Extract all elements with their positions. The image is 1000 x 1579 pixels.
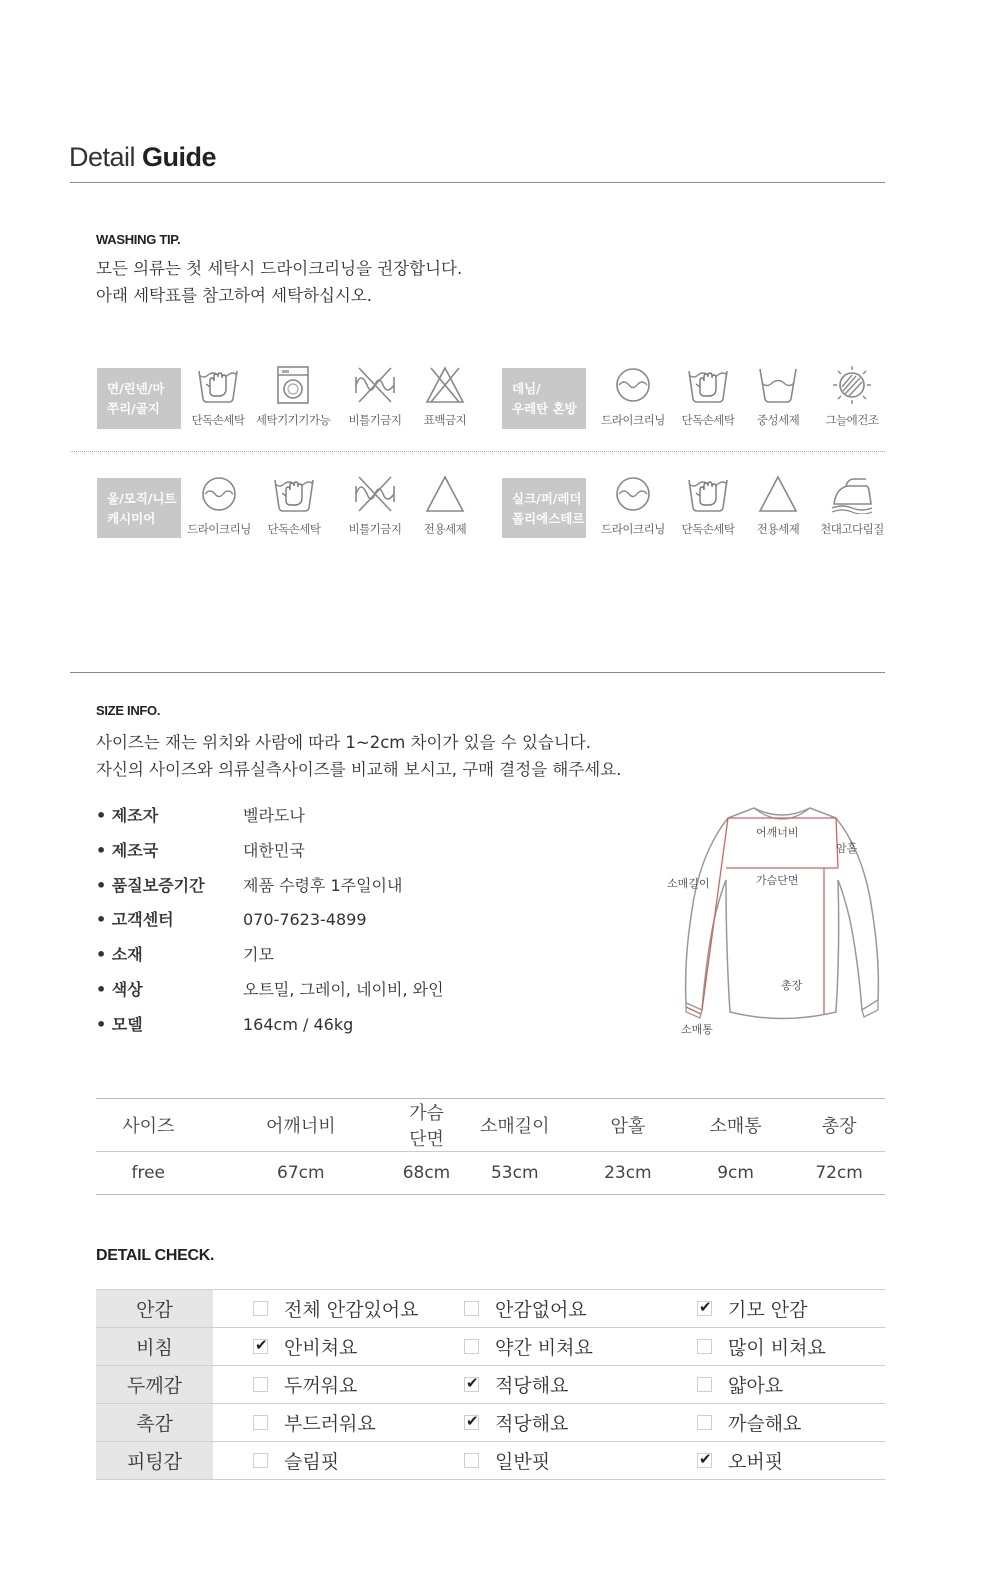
check-row — [96, 1442, 885, 1480]
garment-measurement-diagram — [660, 800, 890, 1045]
wash-category-label: 실크/퍼/레더 — [512, 491, 582, 506]
spec-row — [96, 977, 444, 1001]
spec-value: 기모 — [243, 945, 274, 964]
size-col-header: 사이즈 — [96, 1099, 201, 1152]
diagram-label: 소매통 — [681, 1023, 713, 1036]
size-table-row — [96, 1152, 885, 1195]
wash-item-label: 비틀기금지 — [348, 413, 402, 427]
hand-wash-icon — [686, 474, 730, 514]
hand-wash-icon — [686, 365, 730, 405]
check-row — [96, 1290, 885, 1328]
wash-item-label: 그늘에건조 — [825, 413, 879, 427]
wash-item — [738, 474, 818, 537]
checkbox[interactable] — [464, 1377, 479, 1392]
washing-tip-heading: WASHING TIP. — [96, 232, 181, 247]
check-option[interactable] — [464, 1295, 697, 1322]
wash-category-label: 면/린넨/마 — [107, 381, 165, 396]
spec-value: 070-7623-4899 — [243, 910, 367, 929]
size-info-text — [96, 729, 621, 783]
check-option[interactable] — [464, 1333, 697, 1360]
check-option[interactable] — [464, 1409, 697, 1436]
checkbox[interactable] — [697, 1415, 712, 1430]
diagram-label: 소매길이 — [667, 877, 710, 890]
check-option-label: 두꺼워요 — [284, 1375, 358, 1397]
diagram-label: 암홀 — [836, 842, 858, 855]
check-row-label: 촉감 — [96, 1404, 213, 1442]
wash-item — [335, 365, 415, 428]
wash-item-label: 단독손세탁 — [681, 413, 735, 427]
wash-item-label: 단독손세탁 — [267, 522, 321, 536]
check-option[interactable] — [253, 1447, 464, 1474]
no-bleach-icon — [423, 365, 467, 405]
spec-row — [96, 942, 274, 966]
spec-key: • 색상 — [96, 980, 143, 999]
size-col-header: 소매통 — [678, 1099, 793, 1152]
check-option-label: 적당해요 — [495, 1413, 569, 1435]
diagram-label: 총장 — [781, 979, 803, 992]
neutral-detergent-icon — [756, 365, 800, 405]
wash-item — [593, 365, 673, 428]
wash-item — [812, 365, 892, 428]
wash-item — [253, 365, 333, 428]
wash-item-label: 드라이크리닝 — [187, 522, 251, 536]
size-col-header: 가슴단면 — [401, 1099, 452, 1152]
wash-category-label: 우레탄 혼방 — [512, 401, 577, 416]
check-row-label: 피팅감 — [96, 1442, 213, 1480]
size-col-header: 소매길이 — [452, 1099, 578, 1152]
diagram-label: 가슴단면 — [756, 874, 799, 887]
size-col-header: 총장 — [793, 1099, 885, 1152]
wash-category-wool — [97, 478, 181, 538]
wash-row-divider — [70, 451, 885, 452]
wash-item-label: 세탁기기기가능 — [255, 413, 331, 427]
checkbox[interactable] — [697, 1301, 712, 1316]
size-cell: 67cm — [201, 1152, 402, 1195]
hand-wash-icon — [196, 365, 240, 405]
special-detergent-icon — [423, 474, 467, 514]
check-row — [96, 1328, 885, 1366]
check-option-label: 안비쳐요 — [284, 1337, 358, 1359]
check-option[interactable] — [697, 1295, 885, 1322]
check-option[interactable] — [697, 1333, 885, 1360]
wash-item-label: 비틀기금지 — [348, 522, 402, 536]
size-cell: 53cm — [452, 1152, 578, 1195]
wash-category-label: 쭈리/골지 — [107, 401, 160, 416]
checkbox[interactable] — [464, 1415, 479, 1430]
dry-clean-icon — [611, 474, 655, 514]
title-divider — [70, 182, 885, 183]
check-option-label: 일반핏 — [495, 1451, 551, 1473]
checkbox[interactable] — [464, 1453, 479, 1468]
dry-clean-icon — [197, 474, 241, 514]
check-option-label: 약간 비쳐요 — [495, 1337, 593, 1359]
check-option[interactable] — [464, 1447, 697, 1474]
checkbox[interactable] — [253, 1453, 268, 1468]
detail-check-table — [96, 1289, 885, 1480]
wash-category-label: 데님/ — [512, 381, 541, 396]
wash-category-cotton — [97, 368, 181, 429]
size-cell: 68cm — [401, 1152, 452, 1195]
check-option-label: 기모 안감 — [728, 1299, 808, 1321]
spec-key: • 고객센터 — [96, 910, 174, 929]
dry-clean-icon — [611, 365, 655, 405]
check-option-label: 적당해요 — [495, 1375, 569, 1397]
wash-item — [738, 365, 818, 428]
check-option[interactable] — [253, 1409, 464, 1436]
spec-key: • 제조자 — [96, 806, 159, 825]
spec-value: 164cm / 46kg — [243, 1015, 354, 1034]
washing-tip-line: 아래 세탁표를 참고하여 세탁하십시오. — [96, 286, 373, 305]
check-option[interactable] — [253, 1371, 464, 1398]
spec-row — [96, 838, 305, 862]
wash-item-label: 드라이크리닝 — [601, 522, 665, 536]
check-option-label: 오버핏 — [728, 1451, 784, 1473]
check-row-label: 안감 — [96, 1290, 213, 1328]
wash-category-label: 폴리에스테르 — [512, 511, 585, 526]
wash-item — [812, 474, 892, 537]
checkbox[interactable] — [697, 1339, 712, 1354]
spec-key: • 제조국 — [96, 841, 159, 860]
check-option-label: 슬림핏 — [284, 1451, 340, 1473]
check-option-label: 까슬해요 — [728, 1413, 802, 1435]
check-option-label: 얇아요 — [728, 1375, 784, 1397]
section-divider — [70, 672, 885, 673]
spec-value: 제품 수령후 1주일이내 — [243, 876, 403, 895]
check-option[interactable] — [253, 1333, 464, 1360]
wash-item — [405, 474, 485, 537]
washing-tip-text — [96, 255, 462, 309]
wash-item-label: 중성세제 — [756, 413, 800, 427]
wash-item — [405, 365, 485, 428]
size-table-header — [96, 1099, 885, 1152]
checkbox[interactable] — [697, 1377, 712, 1392]
check-option[interactable] — [253, 1295, 464, 1322]
wash-category-label: 캐시미어 — [107, 511, 156, 526]
check-row-label: 두께감 — [96, 1366, 213, 1404]
spec-key: • 소재 — [96, 945, 143, 964]
wash-item — [179, 474, 259, 537]
size-table — [96, 1098, 885, 1195]
iron-cloth-icon — [830, 474, 874, 514]
size-cell: 23cm — [578, 1152, 678, 1195]
size-cell: 9cm — [678, 1152, 793, 1195]
washing-machine-icon — [271, 365, 315, 405]
shade-dry-icon — [830, 365, 874, 405]
size-cell: free — [96, 1152, 201, 1195]
wash-item — [178, 365, 258, 428]
wash-item-label: 드라이크리닝 — [601, 413, 665, 427]
check-option-label: 많이 비쳐요 — [728, 1337, 826, 1359]
size-info-line: 사이즈는 재는 위치와 사람에 따라 1~2cm 차이가 있을 수 있습니다. — [96, 733, 591, 752]
wash-item — [668, 365, 748, 428]
check-option[interactable] — [697, 1409, 885, 1436]
wash-item — [668, 474, 748, 537]
check-option[interactable] — [464, 1371, 697, 1398]
checkbox[interactable] — [253, 1415, 268, 1430]
wash-item-label: 단독손세탁 — [191, 413, 245, 427]
no-wring-icon — [353, 365, 397, 405]
no-wring-icon — [353, 474, 397, 514]
wash-category-denim — [502, 368, 586, 429]
spec-row — [96, 873, 402, 897]
wash-item-label: 천대고다림질 — [820, 522, 884, 536]
special-detergent-icon — [756, 474, 800, 514]
check-row-label: 비침 — [96, 1328, 213, 1366]
check-option-label: 전체 안감있어요 — [284, 1299, 419, 1321]
check-option[interactable] — [697, 1447, 885, 1474]
checkbox[interactable] — [464, 1339, 479, 1354]
spec-key: • 품질보증기간 — [96, 876, 205, 895]
checkbox[interactable] — [697, 1453, 712, 1468]
size-info-heading: SIZE INFO. — [96, 703, 161, 718]
wash-category-label: 울/모직/니트 — [107, 491, 177, 506]
spec-value: 대한민국 — [243, 841, 305, 860]
spec-row — [96, 803, 305, 827]
size-cell: 72cm — [793, 1152, 885, 1195]
page-title: Detail Guide — [69, 142, 217, 172]
checkbox[interactable] — [253, 1377, 268, 1392]
hand-wash-icon — [272, 474, 316, 514]
spec-row — [96, 907, 367, 931]
diagram-label: 어깨너비 — [756, 826, 799, 839]
check-option-label: 부드러워요 — [284, 1413, 376, 1435]
check-row — [96, 1404, 885, 1442]
wash-item-label: 표백금지 — [423, 413, 467, 427]
size-info-line: 자신의 사이즈와 의류실측사이즈를 비교해 보시고, 구매 결정을 해주세요. — [96, 760, 622, 779]
check-row — [96, 1366, 885, 1404]
wash-item-label: 단독손세탁 — [681, 522, 735, 536]
wash-item — [254, 474, 334, 537]
wash-item — [335, 474, 415, 537]
checkbox[interactable] — [253, 1339, 268, 1354]
wash-item-label: 전용세제 — [423, 522, 467, 536]
wash-category-silk — [502, 478, 586, 538]
wash-item-label: 전용세제 — [756, 522, 800, 536]
size-col-header: 어깨너비 — [201, 1099, 402, 1152]
spec-value: 오트밀, 그레이, 네이비, 와인 — [243, 980, 444, 999]
size-col-header: 암홀 — [578, 1099, 678, 1152]
checkbox[interactable] — [253, 1301, 268, 1316]
wash-item — [593, 474, 673, 537]
spec-value: 벨라도나 — [243, 806, 305, 825]
spec-row — [96, 1012, 353, 1036]
check-option[interactable] — [697, 1371, 885, 1398]
check-option-label: 안감없어요 — [495, 1299, 587, 1321]
spec-key: • 모델 — [96, 1015, 143, 1034]
checkbox[interactable] — [464, 1301, 479, 1316]
washing-tip-line: 모든 의류는 첫 세탁시 드라이크리닝을 권장합니다. — [96, 259, 463, 278]
detail-check-heading: DETAIL CHECK. — [96, 1247, 215, 1264]
